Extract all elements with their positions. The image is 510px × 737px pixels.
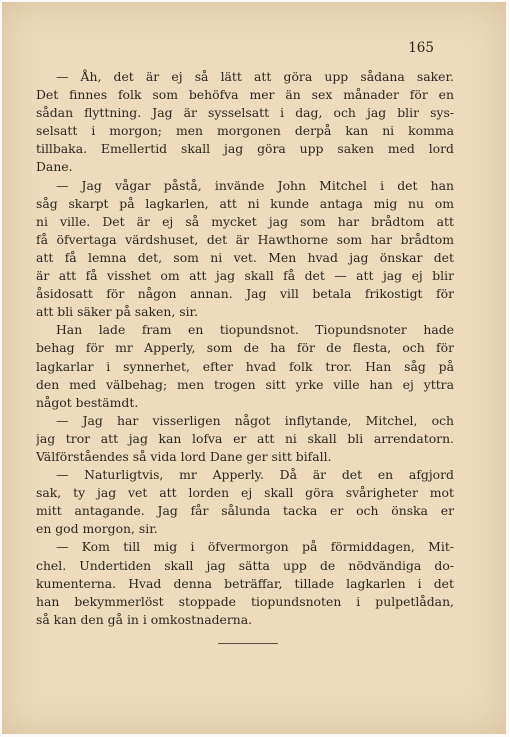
text-line: jag tror att jag kan lofva er att ni skall bli arrendatorn. — [36, 430, 454, 446]
text-line: kumenterna. Hvad denna beträffar, tillade lagkarlen i det — [36, 575, 454, 591]
text-line: behag för mr Apperly, som de ha för de flesta, och för — [36, 340, 454, 356]
text-line: tillbaka. Emellertid skall jag göra upp saken med lord — [36, 141, 454, 157]
text-line: — Åh, det är ej så lätt att göra upp sådana saker. — [56, 69, 454, 84]
text-line: att bli säker på saken, sir. — [36, 304, 199, 320]
page-number: 165 — [408, 40, 434, 56]
text-line: den med välbehag; men trogen sitt yrke ville han ej yttra — [36, 376, 454, 392]
text-line: är att få visshet om att jag skall få det — att jag ej blir — [36, 268, 454, 284]
text-line: Dane. — [36, 159, 73, 175]
text-line: — Kom till mig i öfvermorgon på förmiddagen, Mit- — [56, 539, 454, 555]
text-line: ni ville. Det är ej så mycket jag som har brådtom att — [36, 213, 454, 229]
text-line: sådan flyttning. Jag är sysselsatt i dag, och jag blir sys- — [36, 105, 454, 121]
body-text — [36, 68, 454, 629]
text-line: sak, ty jag vet att lorden ej skall göra svårigheter mot — [36, 485, 454, 501]
text-line: åsidosatt för någon annan. Jag vill betala frikostigt för — [36, 286, 454, 302]
text-line: han bekymmerlöst stoppade tiopundsnoten i pulpetlådan, — [36, 593, 454, 609]
text-line: såg skarpt på lagkarlen, att ni kunde antaga mig nu om — [36, 195, 454, 211]
text-line: att få lemna det, som ni vet. Men hvad jag önskar det — [36, 249, 454, 265]
text-line: Han lade fram en tiopundsnot. Tiopundsnoter hade — [56, 322, 454, 338]
text-line: så kan den gå in i omkostnaderna. — [36, 611, 253, 627]
text-line: lagkarlar i synnerhet, efter hvad folk tror. Han såg på — [36, 358, 454, 374]
book-page — [2, 2, 506, 734]
text-line: — Jag har visserligen något inflytande, Mitchel, och — [56, 412, 454, 428]
text-line: selsatt i morgon; men morgonen derpå kan ni komma — [36, 123, 454, 139]
text-line: få öfvertaga värdshuset, det är Hawthorne som har brådtom — [36, 231, 454, 247]
text-line: något bestämdt. — [36, 394, 139, 410]
text-line: — Jag vågar påstå, invände John Mitchel i det han — [56, 177, 454, 193]
text-line: — Naturligtvis, mr Apperly. Då är det en afgjord — [56, 467, 454, 483]
text-line: en god morgon, sir. — [36, 521, 158, 537]
text-line: Det finnes folk som behöfva mer än sex månader för en — [36, 87, 454, 103]
text-line: Välförståendes så vida lord Dane ger sitt bifall. — [36, 448, 332, 464]
text-line: mitt antagande. Jag får sålunda tacka er och önska er — [36, 503, 454, 519]
text-line: chel. Undertiden skall jag sätta upp de nödvändiga do- — [36, 557, 454, 573]
end-rule — [218, 643, 278, 644]
